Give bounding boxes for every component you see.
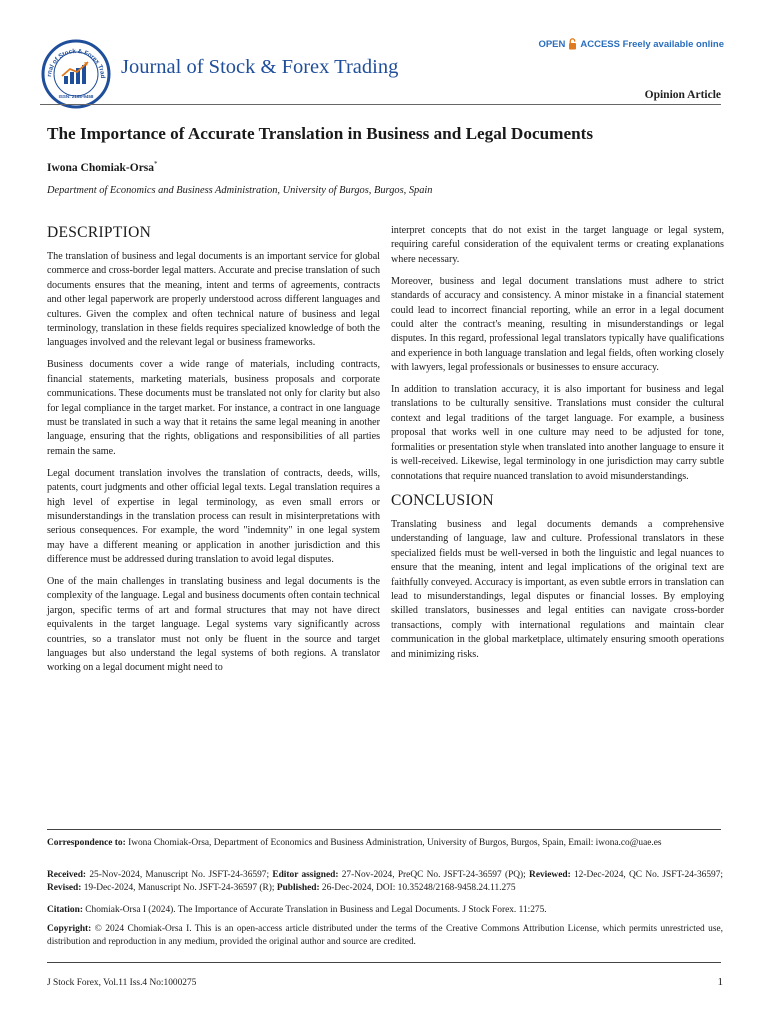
- citation-note: [47, 904, 723, 917]
- copyright-note: [47, 923, 723, 950]
- affiliation: Department of Economics and Business Administration, University of Burgos, Burgos, Spain: [47, 185, 433, 196]
- author-line: [47, 160, 158, 174]
- article-title: The Importance of Accurate Translation in Business and Legal Documents: [47, 124, 594, 143]
- correspondence-label: Correspondence to:: [47, 838, 126, 848]
- access-label: ACCESS Freely available online: [580, 38, 724, 50]
- paragraph: Legal document translation involves the translation of contracts, deeds, wills, patents, court judgments and other official legal texts. Legal translation requires a high level of expertise in legal terminology, as even small errors or misunderstandings in the translation process can result in misinterpretations with serious consequences. For example, the word "indemnity" in one legal system may have a different meaning or application in another jurisdiction and this difference must be addressed during translation to avoid legal disputes.: [47, 467, 380, 566]
- paragraph: One of the main challenges in translating business and legal documents is the complexity of the language. Legal and business documents often contain technical jargon, specific terms of art and formal structures that may not have direct equivalents in the target language. Legal systems vary significantly across countries, so a translator must not only be fluent in the source and target languages but also understand the legal systems of both regions. A translator working on a legal document might need to: [47, 576, 380, 674]
- editor-label: Editor assigned:: [272, 870, 339, 880]
- received-text: 25-Nov-2024, Manuscript No. JSFT-24-36597;: [89, 870, 270, 880]
- footer-divider: [47, 829, 721, 830]
- open-lock-icon: [568, 38, 577, 50]
- logo-issn: ISSN: 2168-9458: [58, 94, 94, 99]
- open-access-badge: [538, 38, 724, 50]
- correspondence-note: [47, 837, 723, 850]
- revised-label: Revised:: [47, 883, 82, 894]
- paragraph: In addition to translation accuracy, it is also important for business and legal translations to be culturally sensitive. Translations must consider the cultural context and legal traditions of the target language. For example, a business proposal that works well in one culture may need to be adjusted for tone, formalities or presentation style when translated into another language to ensure it is well-received. Likewise, legal terminology in one jurisdiction may carry subtle connotations that require nuanced translation to avoid misunderstandings.: [391, 384, 724, 482]
- revised-text: 19-Dec-2024, Manuscript No. JSFT-24-36597 (R);: [83, 883, 275, 894]
- journal-title: Journal of Stock & Forex Trading: [121, 56, 399, 78]
- conclusion-paragraph: Translating business and legal documents demands a comprehensive understanding of language, law and culture. Professional translators in these specialized fields must be well-versed in both the linguistic and legal nuances to ensure that the meaning, intent and legal implications of the original text are faithfully conveyed. Accuracy is important, as even subtle errors in translation can lead to misunderstandings, legal disputes or financial losses. By employing skilled translators, businesses and legal entities can navigate cross-border transactions, comply with international regulations and maintain clear communication in the global marketplace, ultimately ensuring smooth operations and minimizing risks.: [391, 518, 724, 660]
- correspondence-text: Iwona Chomiak-Orsa, Department of Economics and Business Administration, University of Burgos, Burgos, Spain, Email: iwona.co@uae.es: [128, 838, 662, 848]
- paragraph: The translation of business and legal documents is an important service for global commerce and cross-border legal matters. Accurate and precise translation of such documents ensures that the meaning, intent and terms of agreements, contracts and other legal paperwork are properly understood across different languages and cultures. Given the complex and often technical nature of business and legal terminology, translation in these fields requires specialized knowledge of both the languages involved and the relevant legal or business frameworks.: [47, 251, 380, 349]
- reviewed-label: Reviewed:: [529, 870, 571, 880]
- left-column: [47, 224, 380, 683]
- open-label: OPEN: [538, 38, 566, 50]
- dates-note: [47, 869, 723, 896]
- right-column: [391, 224, 724, 669]
- page-footer: [47, 978, 723, 988]
- description-heading: DESCRIPTION: [47, 224, 152, 241]
- published-label: Published:: [276, 883, 320, 894]
- editor-text: 27-Nov-2024, PreQC No. JSFT-24-36597 (PQ);: [341, 870, 526, 880]
- author-mark: *: [154, 160, 158, 168]
- paragraph: Moreover, business and legal document translations must adhere to strict standards of accuracy and consistency. A minor mistake in a financial statement could lead to incorrect financial reporting, while an error in a legal document could alter the contract's meaning, resulting in misunderstandings or legal disputes. In this regard, professional legal translators typically have qualifications and experience in both language translation and legal fields, often working closely with lawyers, legal professionals or businesses to ensure accuracy.: [391, 275, 724, 374]
- paragraph: interpret concepts that do not exist in the target language or legal system, requiring careful consideration of the equivalent terms or creating explanations where necessary.: [391, 225, 724, 265]
- page-number: 1: [717, 976, 723, 988]
- header-divider: [40, 104, 721, 105]
- author-name: Iwona Chomiak-Orsa: [47, 161, 155, 174]
- reviewed-text: 12-Dec-2024, QC No. JSFT-24-36597;: [573, 870, 723, 880]
- citation-text: Chomiak-Orsa I (2024). The Importance of Accurate Translation in Business and Legal Documents. J Stock Forex. 11:275.: [85, 905, 547, 915]
- paragraph: Business documents cover a wide range of materials, including contracts, financial statements, marketing materials, business proposals and corporate communications. These documents must be translated not only for clarity but also for legal compliance in the target market. For instance, a contract in one language must be translated in such a way that it retains the same legal meaning in another language, ensuring that the rights, obligations and responsibilities of all parties remain the same.: [47, 359, 380, 457]
- copyright-text: © 2024 Chomiak-Orsa I. This is an open-access article distributed under the terms of the Creative Commons Attribution License, which permits unrestricted use, distribution and reproduction in any medium, provided the original author and source are credited.: [47, 924, 724, 948]
- published-text: 26-Dec-2024, DOI: 10.35248/2168-9458.24.11.275: [321, 883, 516, 894]
- logo-arc-text: rnal of Stock & Forex Trad: [46, 47, 107, 79]
- conclusion-heading: CONCLUSION: [391, 491, 494, 509]
- running-footer: J Stock Forex, Vol.11 Iss.4 No:1000275: [47, 978, 197, 988]
- citation-label: Citation:: [47, 905, 83, 915]
- page-footer-divider: [47, 962, 721, 963]
- article-type: Opinion Article: [644, 89, 721, 101]
- copyright-label: Copyright:: [47, 924, 92, 934]
- received-label: Received:: [47, 870, 87, 880]
